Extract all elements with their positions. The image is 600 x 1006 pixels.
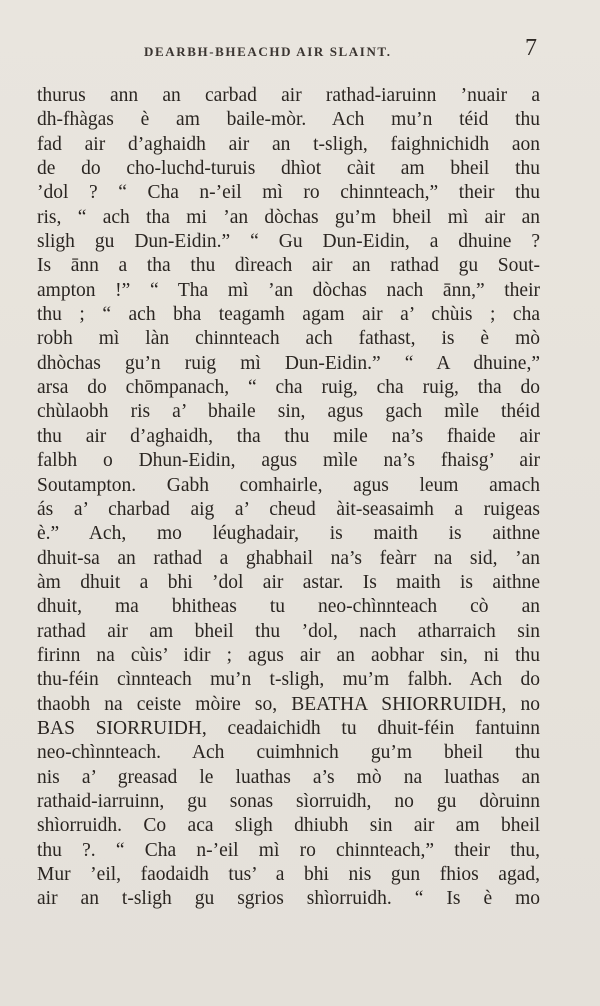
- running-title: DEARBH-BHEACHD AIR SLAINT.: [144, 44, 392, 59]
- text-line: nis a’ greasad le luathas a’s mò na luathas an: [37, 766, 540, 788]
- text-line: Soutampton. Gabh comhairle, agus leum amach: [37, 474, 540, 496]
- text-line: Is ānn a tha thu dìreach air an rathad gu Sout-: [37, 255, 540, 277]
- text-line: Mur ’eil, faodaidh tus’ a bhi nis gun fhios agad,: [37, 864, 540, 885]
- text-line: falbh o Dhun-Eidin, agus mìle na’s fhaisg’ air: [37, 450, 540, 472]
- text-line: dh-fhàgas è am baile-mòr. Ach mu’n téid thu: [37, 109, 540, 131]
- text-line: thu air d’aghaidh, tha thu mile na’s fhaide air: [37, 425, 540, 447]
- text-line: ’dol ? “ Cha n-’eil mì ro chinnteach,” their thu: [37, 182, 540, 204]
- text-line: robh mì làn chinnteach ach fathast, is è mò: [37, 328, 540, 350]
- text-line: fad air d’aghaidh air an t-sligh, faighnichidh aon: [37, 133, 540, 155]
- text-line: rathaid-iarruinn, gu sonas sìorruidh, no gu dòruinn: [37, 790, 540, 812]
- text-line: neo-chìnnteach. Ach cuimhnich gu’m bheil thu: [37, 742, 540, 764]
- text-line: thaobh na ceiste mòire so, BEATHA SHIORRUIDH, no: [37, 693, 540, 715]
- text-line: de do cho-luchd-turuis dhìot càit am bheil thu: [37, 158, 540, 180]
- text-line: firinn na cùis’ idir ; agus air an aobhar sin, ni thu: [37, 644, 540, 666]
- text-line: chùlaobh ris a’ bhaile sin, agus gach mìle théid: [37, 401, 540, 423]
- text-line: arsa do chōmpanach, “ cha ruig, cha ruig, tha do: [37, 377, 540, 399]
- text-line: thu ; “ ach bha teagamh agam air a’ chùis ; cha: [37, 304, 540, 326]
- text-line: è.” Ach, mo léughadair, is maith is aithne: [37, 523, 540, 545]
- text-line: ás a’ charbad aig a’ cheud àit-seasaimh a ruigeas: [37, 498, 540, 520]
- body-text: [37, 84, 540, 912]
- text-line: ris, “ ach tha mi ’an dòchas gu’m bheil mì air an: [37, 206, 540, 228]
- text-line: shìorruidh. Co aca sligh dhiubh sin air am bheil: [37, 815, 540, 837]
- text-line: ampton !” “ Tha mì ’an dòchas nach ānn,” their: [37, 279, 540, 301]
- text-line: thu ?. “ Cha n-’eil mì ro chinnteach,” their thu,: [37, 839, 540, 861]
- text-line: dhuit, ma bhitheas tu neo-chìnnteach cò an: [37, 596, 540, 618]
- text-line: dhuit-sa an rathad a ghabhail na’s feàrr na sid, ’an: [37, 547, 540, 569]
- text-line: àm dhuit a bhi ’dol air astar. Is maith is aithne: [37, 571, 540, 593]
- text-line: air an t-sligh gu sgrios shìorruidh. “ Is è mo: [37, 888, 540, 910]
- page-number: 7: [525, 35, 537, 61]
- text-line: rathad air am bheil thu ’dol, nach atharraich sin: [37, 620, 540, 642]
- text-line: dhòchas gu’n ruig mì Dun-Eidin.” “ A dhuine,”: [37, 352, 540, 374]
- text-line: thu-féin cìnnteach mu’n t-sligh, mu’m falbh. Ach do: [37, 669, 540, 691]
- text-line: thurus ann an carbad air rathad-iaruinn ’nuair a: [37, 85, 540, 106]
- text-line: sligh gu Dun-Eidin.” “ Gu Dun-Eidin, a dhuine ?: [37, 231, 540, 253]
- text-line: BAS SIORRUIDH, ceadaichidh tu dhuit-féin fantuinn: [37, 717, 540, 739]
